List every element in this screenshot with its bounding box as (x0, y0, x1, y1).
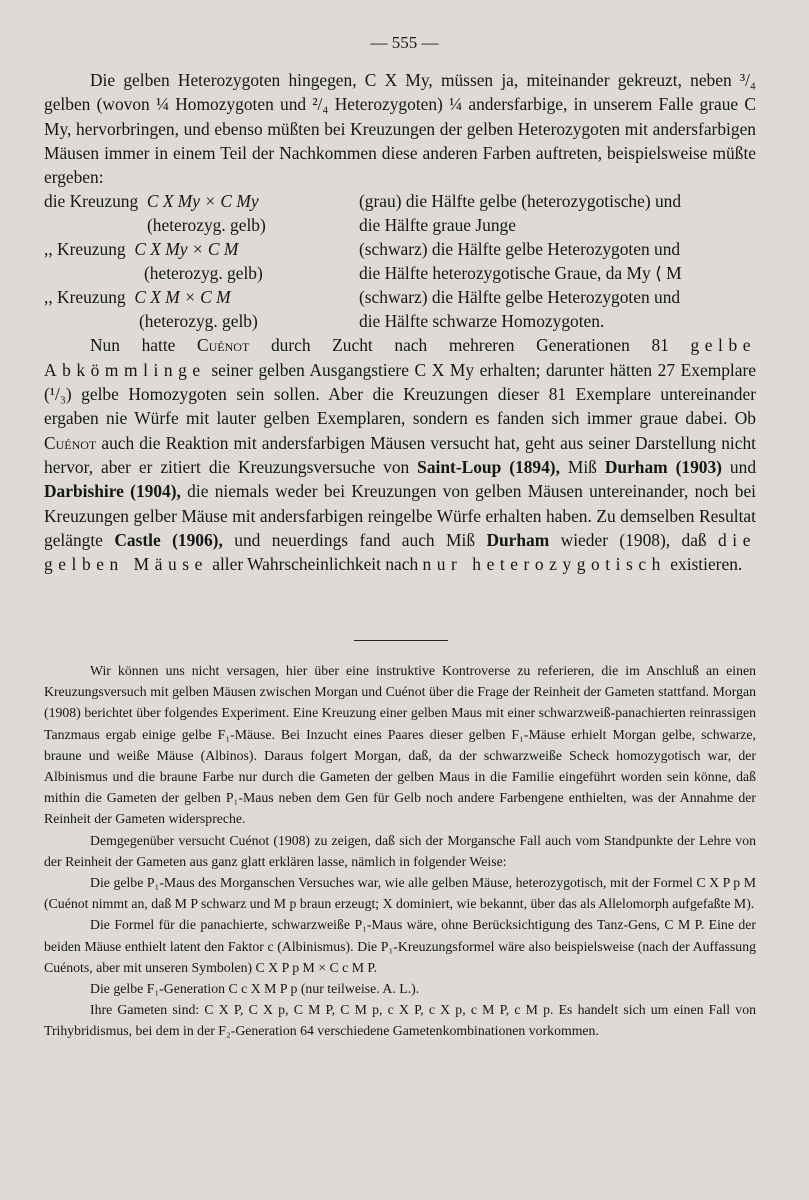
spaced-emphasis: nur heterozygotisch (422, 554, 666, 575)
citation: Durham (1903) (604, 456, 722, 477)
spaced-emphasis: die gelben Mäuse (44, 529, 756, 575)
footnote-para-1: Wir können uns nicht versagen, hier über eine instruktive Kontroverse zu referieren, die im Anschluß an einen Kreuzungsversuch mit gelben Mäusen zwischen Morgan und Cuénot über die Frage der Reinheit der Gameten stattfand. Morgan (1908) berichtet über folgendes Experiment. Eine Kreuzung einer gelben Maus mit einer schwarzweiß-panachierten reinrassigen Tanzmaus ergab einige gelbe F₁-Mäuse. Bei Inzucht eines Paares dieser gelben F₁-Mäuse erhielt Morgan gelbe, schwarze, braune und weiße Mäuse (Albinos). Daraus folgert Morgan, daß, da der schwarzweiße Scheck homozygotisch war, der Albinismus und die braune Farbe nur durch die Gameten der gelben Maus in die Familie eingeführt worden sein könne, daß mithin die Gameten der gelben P₁-Maus neben dem Gen für Gelb noch andere Farbengene enthielten, was der Annahme der Reinheit der Gameten widerspreche. (44, 663, 756, 827)
main-text (44, 68, 756, 576)
citation: Castle (1906), (114, 529, 223, 550)
footnote-para-6: Ihre Gameten sind: C X P, C X p, C M P, C M p, c X P, c X p, c M P, c M p. Es handelt sich um einen Fall von Trihybridismus, bei dem in der F₂-Generation 64 verschiedene Gametenkombinationen vorkommen. (44, 1002, 756, 1039)
page-number: — 555 — (370, 33, 439, 52)
cross-lead: die Kreuzung (44, 191, 139, 212)
paragraph-cuenot: Nun hatte Cuénot durch Zucht nach mehreren Generationen 81 gelbe Abkömmlinge seiner gelben Ausgangstiere C X My erhalten; darunter hätten 27 Exemplare (¹/₃) gelbe Homozygoten sein sollen. Aber die Kreuzungen dieser 81 Exemplare untereinander ergaben nie Würfe mit lauter gelben Exemplaren, sondern es fanden sich immer graue dabei. Ob Cuénot auch die Reaktion mit andersfarbigen Mäusen versucht hat, geht aus seiner Darstellung nicht hervor, aber er zitiert die Kreuzungsversuche von Saint-Loup (1894), Miß Durham (1903) und Darbishire (1904), die niemals weder bei Kreuzungen von gelben Mäusen untereinander, noch bei Kreuzungen gelber Mäuse mit andersfarbigen reingelbe Würfe erhalten haben. Zu demselben Resultat gelängte Castle (1906), und neuerdings fand auch Miß Durham wieder (1908), daß die gelben Mäuse aller Wahrscheinlichkeit nach nur heterozygotisch existieren. (44, 335, 757, 575)
footnote-para-4: Die Formel für die panachierte, schwarzweiße P₁-Maus wäre, ohne Berücksichtigung des Tanz-Gens, C M P. Eine der beiden Mäuse enthielt latent den Faktor c (Albinismus). Die P₁-Kreuzungsformel wäre also beispielsweise (nach der Auffassung Cuénots, aber mit unseren Symbolen) C X P p M × C c M P. (44, 917, 756, 975)
cross-formula: C X My × C My (146, 191, 259, 212)
cross-result: (schwarz) die Hälfte gelbe Heterozygoten und (359, 239, 681, 260)
author-name: Cuénot (197, 335, 250, 356)
paragraph-heterozygotes: Die gelben Heterozygoten hingegen, C X My, müssen ja, miteinander gekreuzt, neben ³/₄ gelben (wovon ¼ Homozygoten und ²/₄ Heterozygoten) ¼ andersfarbige, in unserem Falle graue C My, hervorbringen, und ebenso müßten bei Kreuzungen der gelben Heterozygoten mit andersfarbigen Mäusen immer in einem Teil der Nachkommen diese anderen Farben auftreten, beispielsweise müßte ergeben: (44, 70, 756, 188)
cross-row-2 (44, 237, 756, 261)
citation: Durham (486, 529, 550, 550)
cross-row-1 (44, 189, 756, 213)
cross-result-2: die Hälfte heterozygotische Graue, da My ⟨ M (359, 263, 682, 284)
cross-sub: (heterozyg. gelb) (144, 263, 263, 284)
footnote-para-5: Die gelbe F₁-Generation C c X M P p (nur teilweise. A. L.). (90, 981, 420, 997)
cross-row-3 (44, 285, 756, 309)
cross-result: (schwarz) die Hälfte gelbe Heterozygoten und (359, 287, 681, 308)
footnote-para-2: Demgegenüber versucht Cuénot (1908) zu zeigen, daß sich der Morgansche Fall auch vom Standpunkte der Lehre von der Reinheit der Gameten aus ganz glatt erklären lasse, nämlich in folgender Weise: (44, 832, 756, 869)
section-divider (354, 640, 448, 641)
citation: Saint-Loup (1894), (417, 456, 560, 477)
citation: Darbishire (1904), (44, 481, 181, 502)
cross-sub: (heterozyg. gelb) (139, 311, 258, 332)
footnote-para-3: Die gelbe P₁-Maus des Morganschen Versuches war, wie alle gelben Mäuse, heterozygotisch, mit der Formel C X P p M (Cuénot nimmt an, daß M P schwarz und M p braun erzeugt; X dominiert, wie bekannt, über das als Allelomorph aufgefaßte M). (44, 875, 756, 912)
cross-sub: (heterozyg. gelb) (147, 215, 266, 236)
cross-formula: C X M × C M (134, 287, 231, 308)
cross-formula: C X My × C M (134, 239, 239, 260)
spaced-emphasis: gelbe Abkömmlinge (44, 335, 756, 380)
crossing-table (44, 189, 756, 333)
footnote (44, 660, 756, 1042)
cross-result-2: die Hälfte schwarze Homozygoten. (359, 311, 605, 332)
cross-lead: ,, Kreuzung (44, 287, 126, 308)
author-name: Cuénot (44, 432, 97, 453)
cross-result: (grau) die Hälfte gelbe (heterozygotische) und (359, 191, 682, 212)
cross-result-2: die Hälfte graue Junge (359, 215, 516, 236)
cross-lead: ,, Kreuzung (44, 239, 126, 260)
